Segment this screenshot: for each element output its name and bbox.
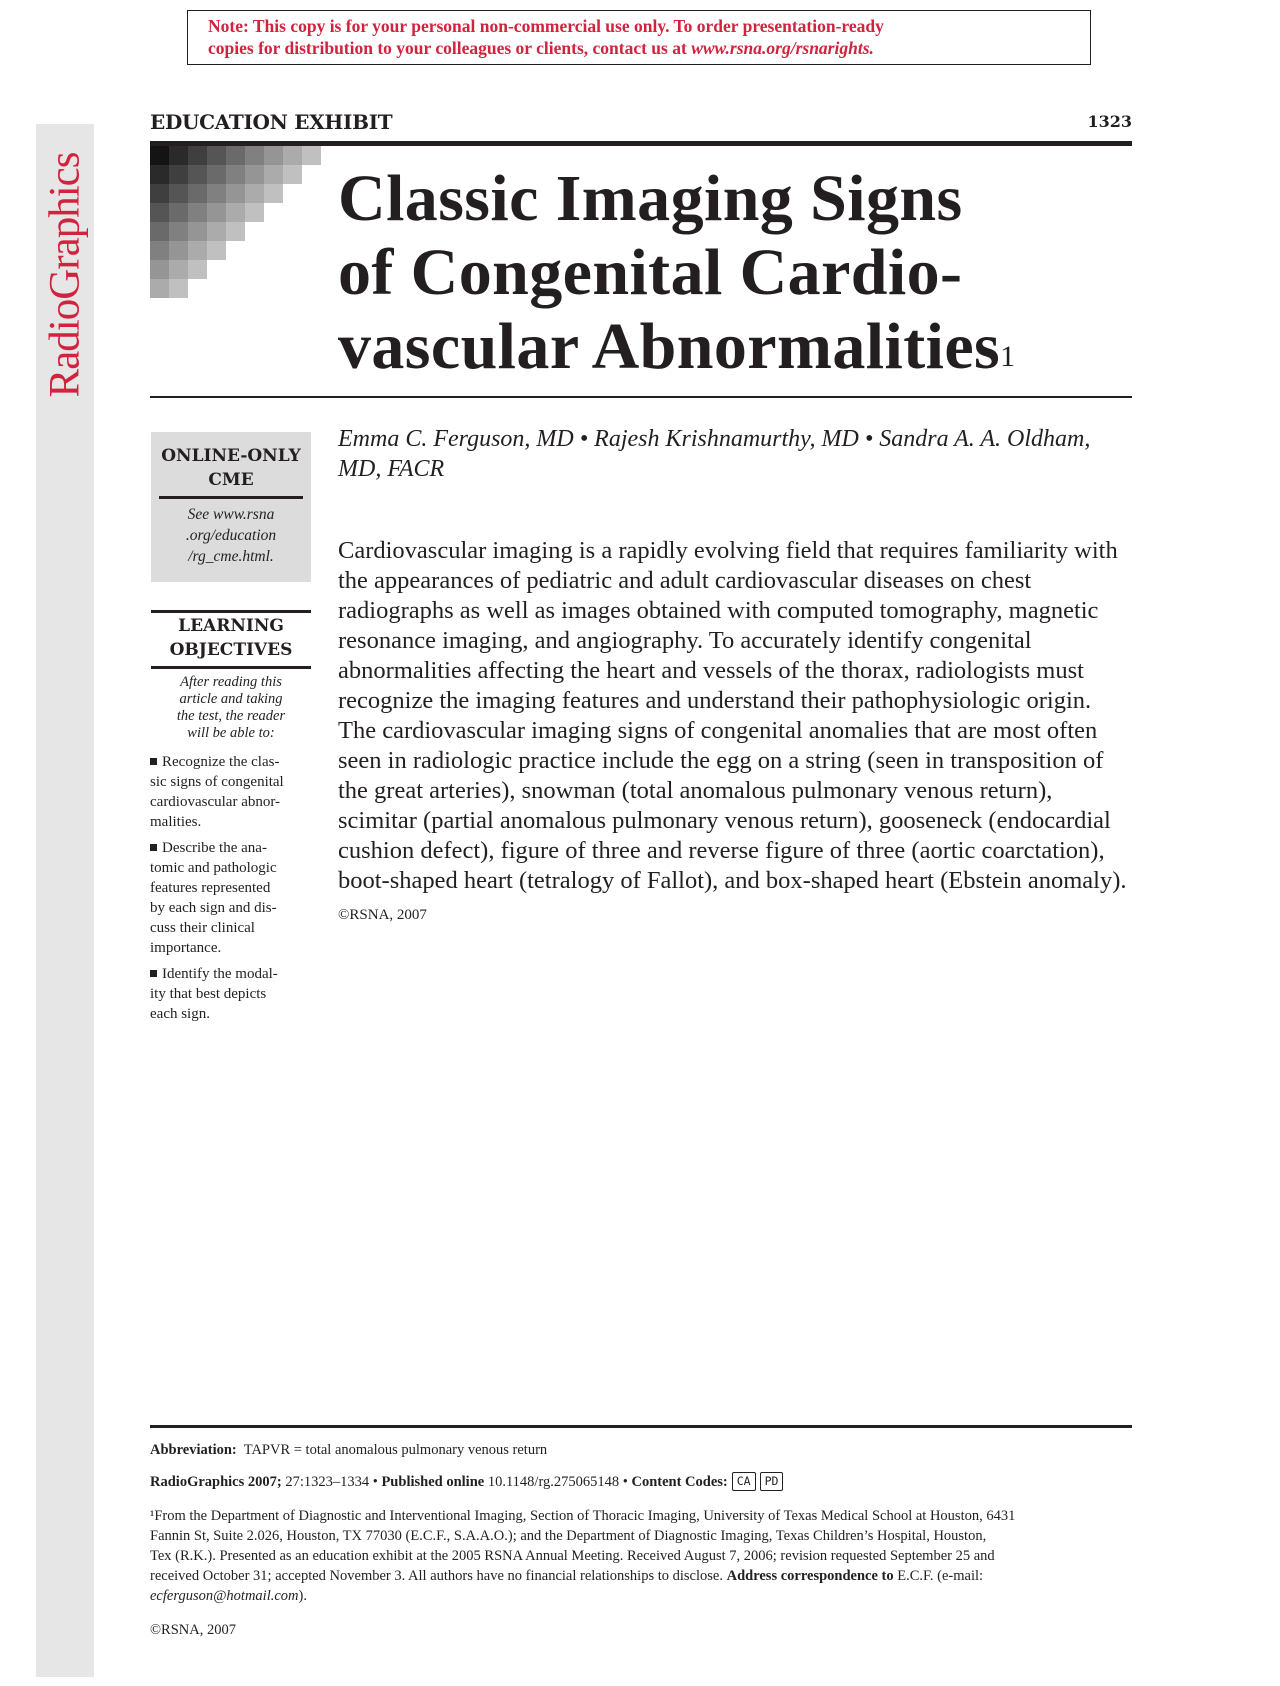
content-code-badge: CA bbox=[732, 1472, 756, 1491]
objective-line-text: Describe the ana- bbox=[162, 840, 267, 856]
objectives-intro bbox=[151, 674, 311, 742]
objective-line bbox=[150, 752, 314, 772]
rights-link[interactable]: www.rsna.org/rsnarights. bbox=[691, 38, 874, 58]
address-text: E.C.F. (e-mail: bbox=[893, 1568, 984, 1584]
title-line-3 bbox=[338, 310, 1128, 384]
mosaic-tile bbox=[188, 165, 207, 184]
abstract-copyright: ©RSNA, 2007 bbox=[338, 907, 427, 923]
mosaic-tile bbox=[264, 184, 283, 203]
notice-line-2 bbox=[208, 37, 1090, 59]
objectives-title: LEARNING OBJECTIVES bbox=[169, 616, 293, 660]
objectives-intro-line: the test, the reader bbox=[176, 708, 286, 724]
published-label: Published online bbox=[381, 1474, 485, 1490]
mosaic-tile bbox=[226, 165, 245, 184]
mosaic-tile bbox=[245, 184, 264, 203]
doi[interactable]: 10.1148/rg.275065148 • bbox=[484, 1474, 632, 1490]
objective-line: features represented bbox=[150, 880, 271, 896]
citation-line bbox=[150, 1472, 1132, 1492]
footnote-line: Fannin St, Suite 2.026, Houston, TX 77030 (E.C.F., S.A.A.O.); and the Department of Diagnostic Imaging, Texas Children’s Hospital, Houston, bbox=[150, 1528, 987, 1544]
objective-line: tomic and pathologic bbox=[150, 860, 277, 876]
objectives-rule-top bbox=[151, 610, 311, 613]
mosaic-tile bbox=[188, 260, 207, 279]
mosaic-tile bbox=[150, 184, 169, 203]
email-link[interactable]: ecferguson@hotmail.com bbox=[150, 1588, 299, 1604]
mosaic-tile bbox=[150, 165, 169, 184]
footer-copyright: ©RSNA, 2007 bbox=[150, 1622, 236, 1638]
objective-line: malities. bbox=[150, 814, 202, 830]
mosaic-tile bbox=[188, 203, 207, 222]
mosaic-tile bbox=[169, 241, 188, 260]
cme-link-line-2: .org/education bbox=[185, 527, 277, 544]
title-footnote-mark: 1 bbox=[1000, 340, 1016, 373]
cme-title: ONLINE-ONLY CME bbox=[161, 446, 301, 490]
objectives-intro-line: After reading this bbox=[180, 674, 282, 690]
mosaic-tile bbox=[169, 260, 188, 279]
mosaic-tile bbox=[169, 203, 188, 222]
content-codes-label: Content Codes: bbox=[631, 1474, 728, 1490]
cme-link-line-3: /rg_cme.html. bbox=[188, 548, 274, 565]
mosaic-tile bbox=[207, 184, 226, 203]
footnote-line bbox=[150, 1586, 1132, 1606]
objectives-intro-line: article and taking bbox=[179, 691, 283, 707]
citation-pages: 27:1323–1334 • bbox=[281, 1474, 382, 1490]
decorative-mosaic bbox=[150, 146, 340, 316]
mosaic-tile bbox=[150, 241, 169, 260]
mosaic-tile bbox=[188, 222, 207, 241]
affiliation-footnote bbox=[150, 1506, 1132, 1606]
email-suffix: ). bbox=[298, 1588, 307, 1604]
mosaic-tile bbox=[283, 165, 302, 184]
mosaic-tile bbox=[207, 146, 226, 165]
objective-line: cuss their clinical bbox=[150, 920, 255, 936]
mosaic-tile bbox=[150, 222, 169, 241]
mosaic-tile bbox=[245, 203, 264, 222]
footer bbox=[150, 1440, 1132, 1640]
mosaic-tile bbox=[207, 222, 226, 241]
section-label: EDUCATION EXHIBIT bbox=[150, 110, 393, 134]
mosaic-tile bbox=[264, 146, 283, 165]
mosaic-tile bbox=[150, 279, 169, 298]
objective-item bbox=[150, 964, 314, 1024]
mosaic-tile bbox=[188, 184, 207, 203]
mosaic-tile bbox=[188, 241, 207, 260]
abbreviation-text: TAPVR = total anomalous pulmonary venous return bbox=[243, 1442, 548, 1458]
mosaic-tile bbox=[150, 203, 169, 222]
cme-link[interactable] bbox=[151, 504, 311, 567]
article-title bbox=[338, 162, 1128, 384]
objective-item bbox=[150, 838, 314, 958]
mosaic-tile bbox=[302, 146, 321, 165]
objective-line: importance. bbox=[150, 940, 222, 956]
objective-line-text: Identify the modal- bbox=[162, 966, 278, 982]
copyright-notice bbox=[187, 10, 1091, 65]
mosaic-tile bbox=[226, 146, 245, 165]
mosaic-tile bbox=[169, 222, 188, 241]
abbreviation-line bbox=[150, 1440, 1132, 1460]
square-bullet-icon bbox=[150, 970, 157, 977]
mosaic-tile bbox=[226, 222, 245, 241]
mosaic-tile bbox=[245, 146, 264, 165]
objective-line: ity that best depicts bbox=[150, 986, 267, 1002]
square-bullet-icon bbox=[150, 844, 157, 851]
mosaic-tile bbox=[226, 184, 245, 203]
footnote-line: Tex (R.K.). Presented as an education exhibit at the 2005 RSNA Annual Meeting. Received August 7, 2006; revision requested September 25 and bbox=[150, 1548, 995, 1564]
notice-line-1: Note: This copy is for your personal non-commercial use only. To order presentation-ready bbox=[208, 16, 884, 36]
objectives-rule-bottom bbox=[151, 666, 311, 669]
abbreviation-label: Abbreviation: bbox=[150, 1442, 237, 1458]
mosaic-tile bbox=[169, 146, 188, 165]
author-list: Emma C. Ferguson, MD • Rajesh Krishnamurthy, MD • Sandra A. A. Oldham, MD, FACR bbox=[338, 426, 1091, 482]
mosaic-tile bbox=[150, 146, 169, 165]
mosaic-tile bbox=[169, 184, 188, 203]
notice-line-2-text: copies for distribution to your colleagues or clients, contact us at bbox=[208, 38, 692, 58]
journal-logo: RadioGraphics bbox=[41, 152, 89, 398]
abstract bbox=[338, 536, 1133, 930]
address-label: Address correspondence to bbox=[726, 1568, 894, 1584]
mosaic-tile bbox=[169, 165, 188, 184]
objective-line: by each sign and dis- bbox=[150, 900, 277, 916]
objective-line bbox=[150, 838, 314, 858]
square-bullet-icon bbox=[150, 758, 157, 765]
citation-journal: RadioGraphics 2007; bbox=[150, 1474, 282, 1490]
title-line-3-text: vascular Abnormalities bbox=[338, 310, 1001, 383]
objective-line: sic signs of congenital bbox=[150, 774, 284, 790]
mosaic-tile bbox=[245, 165, 264, 184]
title-line-2: of Congenital Cardio- bbox=[338, 236, 963, 309]
objectives-intro-line: will be able to: bbox=[187, 725, 275, 741]
mosaic-tile bbox=[264, 165, 283, 184]
cme-link-line-1: See www.rsna bbox=[187, 506, 275, 523]
mosaic-tile bbox=[226, 203, 245, 222]
abstract-text: Cardiovascular imaging is a rapidly evolving field that requires familiarity with the appearances of pediatric and adult cardiovascular diseases on chest radiographs as well as images obtained with computed tomography, magnetic resonance imaging, and angiography. To accurately identify congenital abnormalities affecting the heart and vessels of the thorax, radiologists must recognize the imaging features and understand their pathophysiologic origin. The cardiovascular imaging signs of congenital anomalies that are most often seen in radiologic practice include the egg on a string (seen in transposition of the great arteries), snowman (total anomalous pulmonary venous return), scimitar (partial anomalous pulmonary venous return), gooseneck (endocardial cushion defect), figure of three and reverse figure of three (aortic coarctation), boot-shaped heart (tetralogy of Fallot), and box-shaped heart (Ebstein anomaly). bbox=[338, 537, 1127, 894]
objective-line: cardiovascular abnor- bbox=[150, 794, 281, 810]
cme-box bbox=[151, 432, 311, 582]
objective-line bbox=[150, 964, 314, 984]
footer-rule bbox=[150, 1425, 1132, 1428]
mosaic-tile bbox=[207, 165, 226, 184]
page-number: 1323 bbox=[1087, 112, 1132, 131]
objective-line-text: Recognize the clas- bbox=[162, 754, 280, 770]
footnote-line bbox=[150, 1566, 1132, 1586]
cme-rule bbox=[159, 496, 303, 499]
mosaic-tile bbox=[188, 146, 207, 165]
mosaic-tile bbox=[207, 241, 226, 260]
content-code-badge: PD bbox=[760, 1472, 784, 1491]
footnote-line-text: received October 31; accepted November 3. All authors have no financial relationships to disclose. bbox=[150, 1568, 723, 1584]
title-rule bbox=[150, 396, 1132, 398]
mosaic-tile bbox=[169, 279, 188, 298]
mosaic-tile bbox=[283, 146, 302, 165]
mosaic-tile bbox=[150, 260, 169, 279]
objectives-list bbox=[150, 752, 314, 1030]
footnote-line: ¹From the Department of Diagnostic and Interventional Imaging, Section of Thoracic Imaging, University of Texas Medical School at Houston, 6431 bbox=[150, 1508, 1016, 1524]
title-line-1: Classic Imaging Signs bbox=[338, 162, 963, 235]
objective-item bbox=[150, 752, 314, 832]
mosaic-tile bbox=[207, 203, 226, 222]
objective-line: each sign. bbox=[150, 1006, 210, 1022]
